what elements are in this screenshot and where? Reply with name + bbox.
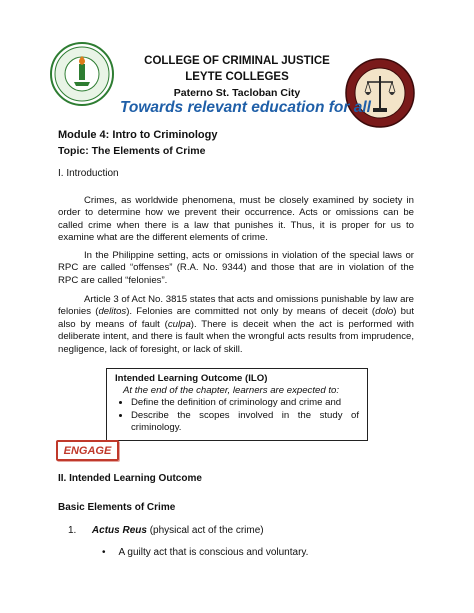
leyte-colleges-logo-text — [50, 100, 114, 105]
element-bullet-1 — [102, 547, 308, 558]
school-address: Paterno St. Tacloban City — [173, 87, 301, 99]
ilo-intro: At the end of the chapter, learners are expected to: — [123, 385, 339, 397]
actus-reus-desc: (physical act of the crime) — [146, 525, 264, 536]
module-topic: Topic: The Elements of Crime — [58, 145, 206, 157]
school-name: LEYTE COLLEGES — [185, 71, 289, 83]
ilo-box — [106, 368, 368, 441]
actus-reus-term: Actus Reus — [91, 525, 147, 536]
intro-paragraph-1: Crimes, as worldwide phenomena, must be closely examined by society in order to determine how we prevent their occurrence. Acts or omissions can be called crime when there is a law that punishes it. Thus, it is proper for us to examine what are the different elements of crime. — [58, 195, 414, 244]
ilo-item: • Describe the scopes involved in the study of criminology. — [131, 410, 359, 434]
term-delitos: delitos — [98, 306, 127, 318]
school-tagline: Towards relevant education for all — [120, 99, 371, 116]
college-name: COLLEGE OF CRIMINAL JUSTICE — [144, 55, 330, 67]
intro-paragraph-3 — [58, 294, 414, 356]
ilo-title: Intended Learning Outcome (ILO) — [115, 373, 268, 384]
basic-elements-heading: Basic Elements of Crime — [58, 502, 176, 513]
element-item-number: 1. — [68, 525, 77, 536]
ilo-item: • Define the definition of criminology and crime and — [131, 397, 359, 409]
term-dolo: dolo — [375, 306, 394, 318]
p3-part-d: ). There is deceit when the act is performed with deliberate intent, and there is fault when the wrongful acts results from imprudence, negligence, lack of foresight, or lack of skill. — [58, 318, 414, 355]
section-heading-ilo: II. Intended Learning Outcome — [58, 473, 202, 484]
criminal-justice-logo-text — [345, 125, 415, 130]
bullet-icon: • — [102, 547, 106, 558]
intro-paragraph-2: In the Philippine setting, acts or omissions in violation of the special laws or RPC are called “offenses” (R.A. No. 9344) and those that are in violation of the RPC are called “felonies”. — [58, 250, 414, 286]
engage-badge: ENGAGE — [56, 440, 119, 461]
term-culpa: culpa — [167, 318, 191, 330]
module-title: Module 4: Intro to Criminology — [58, 129, 218, 141]
p3-part-c: ) but also by means of fault ( — [58, 306, 414, 330]
element-item-1 — [68, 525, 264, 536]
bullet-text: A guilty act that is conscious and voluntary. — [118, 547, 309, 558]
p3-part-b: ). Felonies are committed not only by means of deceit ( — [126, 306, 376, 318]
section-heading-introduction: I. Introduction — [58, 168, 119, 179]
ilo-list — [115, 397, 359, 434]
p3-part-a: Article 3 of Act No. 3815 states that acts and omissions punishable by law are felonies ( — [58, 294, 414, 318]
